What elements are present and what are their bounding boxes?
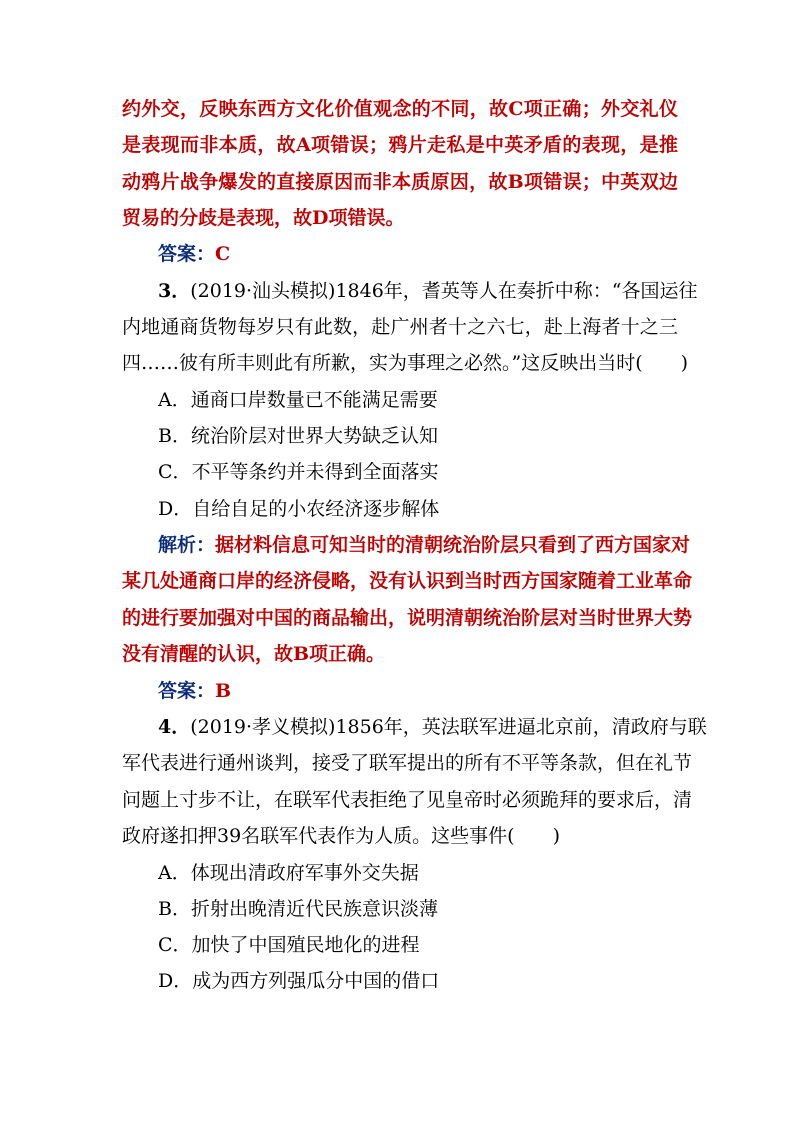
analysis-line: 的进行要加强对中国的商品输出，说明清朝统治阶层对当时世界大势: [122, 607, 693, 629]
analysis-line: 约外交，反映东西方文化价值观念的不同，故C项正确；外交礼仪: [122, 98, 678, 120]
analysis-line: 是表现而非本质，故A项错误；鸦片走私是中英矛盾的表现，是推: [122, 134, 678, 156]
question-number: 4．: [158, 716, 191, 738]
answer-row: [158, 679, 678, 703]
analysis-line: 某几处通商口岸的经济侵略，没有认识到当时西方国家随着工业革命: [122, 570, 693, 592]
option-b: B．统治阶层对世界大势缺乏认知: [158, 425, 438, 447]
analysis-row: [158, 533, 691, 557]
question-4-stem: [158, 715, 707, 739]
option-a: A．体现出清政府军事外交失据: [158, 862, 419, 884]
analysis-line: 动鸦片战争爆发的直接原因而非本质原因，故B项错误；中英双边: [122, 171, 678, 193]
question-3-stem: [158, 279, 698, 303]
question-stem-line: 内地通商货物每岁只有此数，赴广州者十之六七，赴上海者十之三: [122, 316, 678, 338]
answer-row: [158, 242, 678, 266]
question-stem-line: 四……彼有所丰则此有所歉，实为事理之必然。”这反映出当时( ): [122, 352, 689, 374]
answer-label: 答案：: [158, 680, 216, 702]
option-d: D．自给自足的小农经济逐步解体: [158, 498, 440, 520]
option-d: D．成为西方列强瓜分中国的借口: [158, 970, 440, 992]
analysis-line: 据材料信息可知当时的清朝统治阶层只看到了西方国家对: [215, 534, 691, 556]
question-stem-line: (2019·孝义模拟)1856年，英法联军进逼北京前，清政府与联: [190, 716, 707, 738]
analysis-line: 没有清醒的认识，故B项正确。: [122, 643, 386, 665]
option-c: C．不平等条约并未得到全面落实: [158, 461, 439, 483]
analysis-line: 贸易的分歧是表现，故D项错误。: [122, 207, 405, 229]
option-b: B．折射出晚清近代民族意识淡薄: [158, 898, 438, 920]
answer-value: B: [215, 680, 232, 702]
answer-label: 答案：: [158, 243, 216, 265]
question-stem-line: 问题上寸步不让，在联军代表拒绝了见皇帝时必须跪拜的要求后，清: [122, 789, 693, 811]
analysis-label: 解析：: [158, 534, 216, 556]
question-stem-line: (2019·汕头模拟)1846年，耆英等人在奏折中称：“各国运往: [190, 280, 698, 302]
option-c: C．加快了中国殖民地化的进程: [158, 934, 420, 956]
question-stem-line: 军代表进行通州谈判，接受了联军提出的所有不平等条款，但在礼节: [122, 752, 693, 774]
question-stem-line: 政府遂扣押39名联军代表作为人质。这些事件( ): [122, 825, 561, 847]
answer-value: C: [215, 243, 231, 265]
option-a: A．通商口岸数量已不能满足需要: [158, 389, 438, 411]
question-number: 3．: [158, 280, 191, 302]
